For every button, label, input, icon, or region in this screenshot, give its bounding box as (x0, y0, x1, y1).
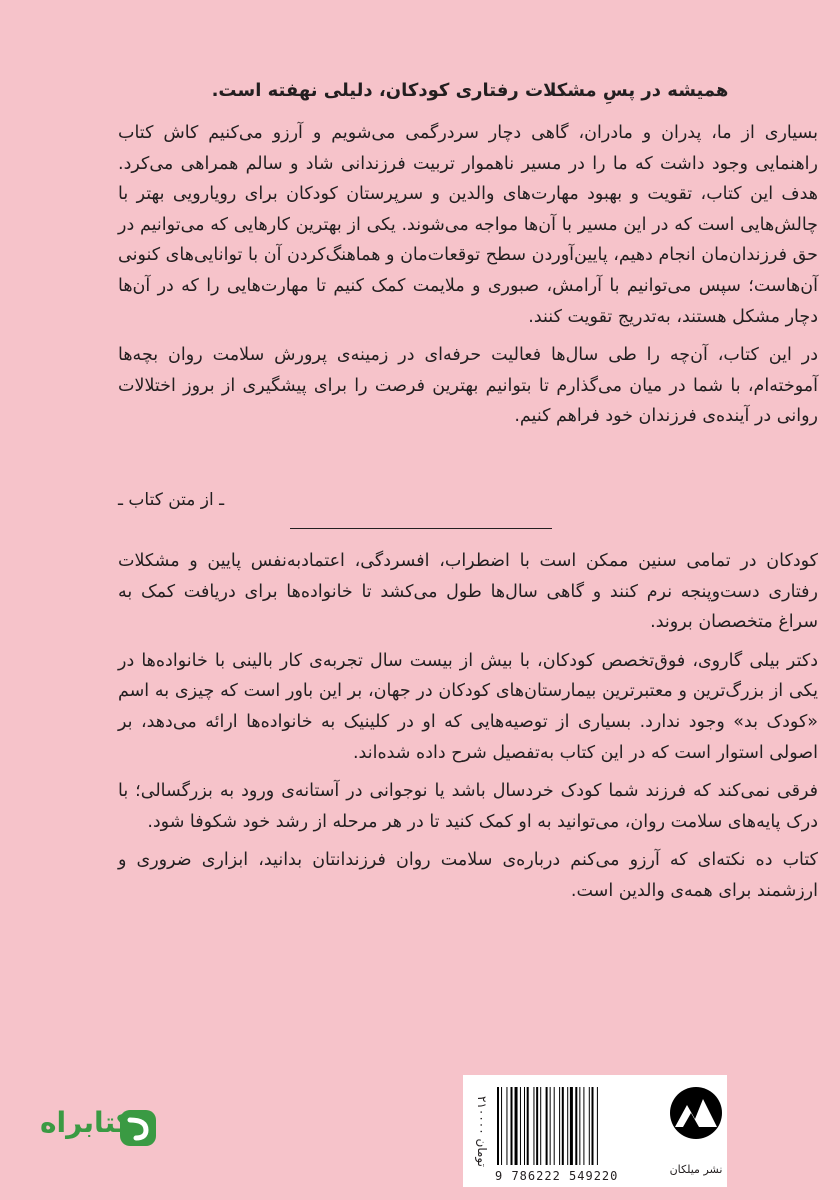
barcode-bar (524, 1087, 525, 1165)
barcode-bar (554, 1087, 555, 1165)
quote-signature: ـ از متن کتاب ـ (118, 490, 225, 510)
description-text (118, 546, 818, 907)
brand-logo (40, 1100, 158, 1160)
barcode-bar (589, 1087, 590, 1165)
barcode-bar (583, 1087, 584, 1165)
isbn-number: 9 786222 549220 (495, 1169, 619, 1183)
divider (290, 528, 552, 529)
barcode-bar (527, 1087, 529, 1165)
barcode-bar (515, 1087, 518, 1165)
intro-text (118, 118, 818, 432)
paragraph-5: فرقی نمی‌کند که فرزند شما کودک خردسال باشد یا نوجوانی در آستانه‌ی ورود به بزرگسالی؛ با درک پایه‌های سلامت روان، می‌توانید به او کمک کنید تا در هر مرحله از رشد خود شکوفا شود. (118, 781, 818, 832)
barcode-bar (536, 1087, 538, 1165)
headline: همیشه در پسِ مشکلات رفتاری کودکان، دلیلی نهفته است. (211, 80, 729, 101)
barcode-bar (592, 1087, 594, 1165)
barcode-bar (501, 1087, 502, 1165)
barcode-bar (579, 1087, 580, 1165)
publisher-name: نشر میلکان (669, 1163, 723, 1176)
barcode-bar (550, 1087, 551, 1165)
brand-name: کتابراه (40, 1106, 133, 1139)
paragraph-4: دکتر بیلی گاروی، فوق‌تخصص کودکان، با بیش از بیست سال تجربه‌ی کار بالینی با خانواده‌ها در یکی از بزرگ‌ترین و معتبرترین بیمارستان‌های کودکان در جهان، بر این باور است که چیزی به اسم «کودک بد» وجود ندارد. بسیاری از توصیه‌هایی که او در کلینیک به خانواده‌ها ارائه می‌دهد، بر اصولی استوار است که در این کتاب به‌تفصیل شرح داده شده‌اند. (118, 650, 818, 763)
barcode-box (463, 1075, 727, 1187)
barcode-bar (533, 1087, 534, 1165)
barcode-bar (559, 1087, 560, 1165)
barcode-bar (506, 1087, 507, 1165)
barcode-bar (567, 1087, 568, 1165)
paragraph-1: بسیاری از ما، پدران و مادران، گاهی دچار سردرگمی می‌شویم و آرزو می‌کنیم کاش کتاب راهنمایی وجود داشت که ما را در مسیر ناهموار تربیت فرزندانی شاد و سالم همراهی می‌کرد. هدف این کتاب، تقویت و بهبود مهارت‌های والدین و سرپرستان کودکان برای رویارویی بهتر با چالش‌هایی است که در این مسیر با آن‌ها مواجه می‌شوند. یکی از بهترین کارهایی که می‌توانیم در حق فرزندان‌مان انجام دهیم، پایین‌آوردن سطح توقعات‌مان و هماهنگ‌کردن آن با توانایی‌های کنونی آن‌هاست؛ سپس می‌توانیم با آرامش، صبوری و ملایمت کمک کنیم تا مهارت‌هایی را که در آن‌ها دچار مشکل هستند، به‌تدریج تقویت کنند. (118, 123, 818, 327)
paragraph-3: کودکان در تمامی سنین ممکن است با اضطراب، افسردگی، اعتمادبه‌نفس پایین و مشکلات رفتاری دست‌وپنجه نرم کنند و گاهی سال‌ها طول می‌کشد تا خانواده‌ها برای دریافت کمک به سراغ متخصصان بروند. (118, 551, 818, 633)
barcode-bar (540, 1087, 541, 1165)
barcode-bar (562, 1087, 564, 1165)
barcode-bar (575, 1087, 577, 1165)
barcode-bar (597, 1087, 598, 1165)
barcode-bar (570, 1087, 573, 1165)
barcode-bar (520, 1087, 521, 1165)
barcode-bar (546, 1087, 548, 1165)
paragraph-6: کتاب ده نکته‌ای که آرزو می‌کنم درباره‌ی سلامت روان فرزندانتان بدانید، ابزاری ضروری و ارزشمند برای همه‌ی والدین است. (118, 850, 818, 901)
barcode-bar (497, 1087, 499, 1165)
paragraph-2: در این کتاب، آن‌چه را طی سال‌ها فعالیت حرفه‌ای در زمینه‌ی پرورش سلامت روان بچه‌ها آموخته‌ام، با شما در میان می‌گذارم تا بتوانیم بهترین فرصت را برای پیشگیری از بروز اختلالات روانی در آینده‌ی فرزندان خود فراهم کنیم. (118, 345, 818, 427)
price-label: ۲۱۰۰۰۰ تومان (475, 1095, 489, 1167)
barcode-bar (511, 1087, 513, 1165)
